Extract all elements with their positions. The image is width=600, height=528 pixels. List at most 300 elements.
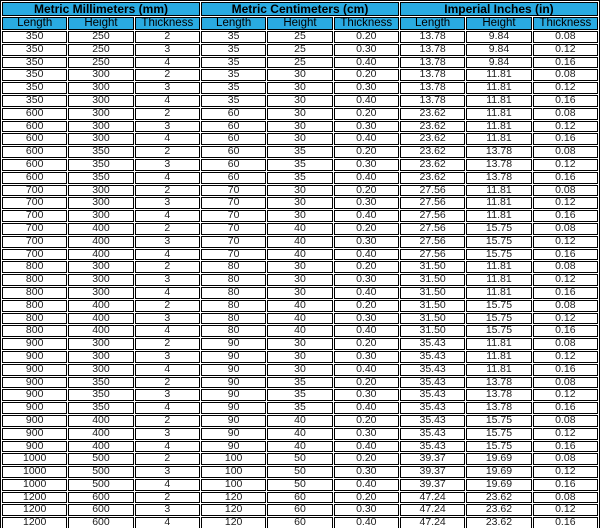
table-row <box>2 466 598 478</box>
cell: 0.12 <box>533 159 598 171</box>
cell: 120 <box>201 517 266 528</box>
cell: 0.20 <box>334 31 399 43</box>
cell: 1000 <box>2 466 67 478</box>
cell: 30 <box>267 121 332 133</box>
cell: 35.43 <box>400 428 465 440</box>
cell: 11.81 <box>466 69 531 81</box>
cell: 350 <box>2 82 67 94</box>
cell: 700 <box>2 249 67 261</box>
cell: 70 <box>201 210 266 222</box>
table-row <box>2 159 598 171</box>
cell: 25 <box>267 31 332 43</box>
cell: 250 <box>68 44 133 56</box>
cell: 27.56 <box>400 197 465 209</box>
cell: 25 <box>267 44 332 56</box>
cell: 50 <box>267 453 332 465</box>
cell: 0.20 <box>334 223 399 235</box>
cell: 35.43 <box>400 351 465 363</box>
cell: 90 <box>201 428 266 440</box>
cell: 400 <box>68 313 133 325</box>
cell: 300 <box>68 69 133 81</box>
cell: 350 <box>2 95 67 107</box>
cell: 11.81 <box>466 287 531 299</box>
cell: 40 <box>267 236 332 248</box>
cell: 0.40 <box>334 402 399 414</box>
cell: 800 <box>2 261 67 273</box>
cell: 60 <box>267 504 332 516</box>
cell: 11.81 <box>466 338 531 350</box>
cell: 0.40 <box>334 249 399 261</box>
cell: 23.62 <box>400 121 465 133</box>
table-row <box>2 146 598 158</box>
cell: 0.12 <box>533 82 598 94</box>
cell: 3 <box>135 466 200 478</box>
cell: 300 <box>68 351 133 363</box>
cell: 11.81 <box>466 210 531 222</box>
cell: 300 <box>68 95 133 107</box>
cell: 0.12 <box>533 313 598 325</box>
cell: 0.30 <box>334 197 399 209</box>
cell: 39.37 <box>400 453 465 465</box>
cell: 30 <box>267 108 332 120</box>
cell: 350 <box>68 389 133 401</box>
cell: 0.20 <box>334 185 399 197</box>
cell: 600 <box>2 121 67 133</box>
cell: 400 <box>68 428 133 440</box>
cell: 1000 <box>2 479 67 491</box>
cell: 900 <box>2 415 67 427</box>
cell: 0.20 <box>334 377 399 389</box>
cell: 35 <box>201 69 266 81</box>
cell: 2 <box>135 146 200 158</box>
table-row <box>2 95 598 107</box>
cell: 0.40 <box>334 57 399 69</box>
table-row <box>2 415 598 427</box>
cell: 27.56 <box>400 223 465 235</box>
cell: 60 <box>201 146 266 158</box>
cell: 70 <box>201 197 266 209</box>
cell: 13.78 <box>400 57 465 69</box>
cell: 13.78 <box>466 389 531 401</box>
cell: 15.75 <box>466 249 531 261</box>
cell: 0.16 <box>533 249 598 261</box>
cell: 0.12 <box>533 351 598 363</box>
cell: 15.75 <box>466 428 531 440</box>
cell: 700 <box>2 223 67 235</box>
cell: 600 <box>2 159 67 171</box>
cell: 4 <box>135 402 200 414</box>
table-row <box>2 517 598 528</box>
section-title-metric-centimeters: Metric Centimeters (cm) <box>201 2 399 16</box>
table-row <box>2 351 598 363</box>
cell: 11.81 <box>466 82 531 94</box>
cell: 35.43 <box>400 338 465 350</box>
cell: 300 <box>68 121 133 133</box>
cell: 300 <box>68 364 133 376</box>
cell: 0.08 <box>533 69 598 81</box>
cell: 700 <box>2 185 67 197</box>
cell: 80 <box>201 300 266 312</box>
cell: 31.50 <box>400 325 465 337</box>
cell: 27.56 <box>400 249 465 261</box>
table-row <box>2 172 598 184</box>
cell: 35 <box>201 57 266 69</box>
cell: 30 <box>267 95 332 107</box>
cell: 0.12 <box>533 504 598 516</box>
cell: 300 <box>68 210 133 222</box>
cell: 39.37 <box>400 479 465 491</box>
cell: 4 <box>135 133 200 145</box>
cell: 2 <box>135 415 200 427</box>
cell: 400 <box>68 223 133 235</box>
cell: 300 <box>68 274 133 286</box>
cell: 800 <box>2 274 67 286</box>
table-row <box>2 57 598 69</box>
cell: 35.43 <box>400 377 465 389</box>
table-row <box>2 223 598 235</box>
cell: 3 <box>135 504 200 516</box>
cell: 60 <box>267 492 332 504</box>
cell: 250 <box>68 57 133 69</box>
cell: 11.81 <box>466 197 531 209</box>
cell: 400 <box>68 325 133 337</box>
cell: 35 <box>267 159 332 171</box>
cell: 2 <box>135 492 200 504</box>
cell: 70 <box>201 223 266 235</box>
cell: 35 <box>201 82 266 94</box>
cell: 120 <box>201 504 266 516</box>
cell: 800 <box>2 313 67 325</box>
cell: 23.62 <box>400 146 465 158</box>
cell: 40 <box>267 249 332 261</box>
table-row <box>2 31 598 43</box>
table-row <box>2 479 598 491</box>
table-row <box>2 44 598 56</box>
cell: 35 <box>267 389 332 401</box>
cell: 300 <box>68 82 133 94</box>
cell: 0.30 <box>334 274 399 286</box>
cell: 100 <box>201 479 266 491</box>
table-row <box>2 185 598 197</box>
cell: 700 <box>2 236 67 248</box>
cell: 4 <box>135 210 200 222</box>
cell: 0.20 <box>334 415 399 427</box>
cell: 900 <box>2 364 67 376</box>
cell: 90 <box>201 351 266 363</box>
cell: 0.08 <box>533 453 598 465</box>
cell: 23.62 <box>466 492 531 504</box>
cell: 60 <box>201 108 266 120</box>
column-header-cm-height: Height <box>267 17 332 30</box>
cell: 0.16 <box>533 133 598 145</box>
cell: 40 <box>267 441 332 453</box>
table-row <box>2 300 598 312</box>
table-row <box>2 82 598 94</box>
cell: 900 <box>2 351 67 363</box>
table-body <box>2 31 598 528</box>
cell: 0.30 <box>334 313 399 325</box>
table-row <box>2 210 598 222</box>
cell: 0.30 <box>334 466 399 478</box>
cell: 0.40 <box>334 172 399 184</box>
cell: 120 <box>201 492 266 504</box>
cell: 500 <box>68 479 133 491</box>
cell: 23.62 <box>400 108 465 120</box>
cell: 4 <box>135 57 200 69</box>
cell: 40 <box>267 313 332 325</box>
cell: 11.81 <box>466 121 531 133</box>
cell: 800 <box>2 300 67 312</box>
cell: 11.81 <box>466 108 531 120</box>
cell: 4 <box>135 287 200 299</box>
cell: 11.81 <box>466 133 531 145</box>
table-row <box>2 197 598 209</box>
cell: 0.08 <box>533 108 598 120</box>
cell: 600 <box>2 108 67 120</box>
cell: 2 <box>135 338 200 350</box>
cell: 13.78 <box>400 82 465 94</box>
cell: 0.30 <box>334 389 399 401</box>
column-header-in-length: Length <box>400 17 465 30</box>
cell: 13.78 <box>400 95 465 107</box>
cell: 35.43 <box>400 415 465 427</box>
cell: 90 <box>201 338 266 350</box>
cell: 350 <box>68 159 133 171</box>
cell: 47.24 <box>400 504 465 516</box>
cell: 3 <box>135 313 200 325</box>
cell: 350 <box>68 146 133 158</box>
cell: 3 <box>135 428 200 440</box>
cell: 0.16 <box>533 57 598 69</box>
cell: 30 <box>267 274 332 286</box>
cell: 50 <box>267 466 332 478</box>
cell: 100 <box>201 453 266 465</box>
cell: 30 <box>267 82 332 94</box>
cell: 2 <box>135 223 200 235</box>
cell: 30 <box>267 338 332 350</box>
cell: 35 <box>267 377 332 389</box>
cell: 35 <box>201 95 266 107</box>
cell: 23.62 <box>466 517 531 528</box>
cell: 0.20 <box>334 69 399 81</box>
cell: 0.12 <box>533 121 598 133</box>
cell: 2 <box>135 108 200 120</box>
cell: 11.81 <box>466 261 531 273</box>
cell: 2 <box>135 31 200 43</box>
cell: 300 <box>68 108 133 120</box>
table-header <box>2 2 598 30</box>
cell: 35.43 <box>400 389 465 401</box>
cell: 0.12 <box>533 236 598 248</box>
cell: 0.16 <box>533 172 598 184</box>
cell: 3 <box>135 121 200 133</box>
cell: 0.12 <box>533 197 598 209</box>
cell: 80 <box>201 325 266 337</box>
cell: 11.81 <box>466 351 531 363</box>
table-row <box>2 389 598 401</box>
cell: 70 <box>201 185 266 197</box>
cell: 0.30 <box>334 428 399 440</box>
cell: 31.50 <box>400 261 465 273</box>
section-title-imperial-inches: Imperial Inches (in) <box>400 2 598 16</box>
cell: 2 <box>135 185 200 197</box>
group-header-row <box>2 2 598 16</box>
cell: 500 <box>68 453 133 465</box>
cell: 4 <box>135 517 200 528</box>
cell: 0.16 <box>533 364 598 376</box>
cell: 27.56 <box>400 236 465 248</box>
cell: 35 <box>267 402 332 414</box>
cell: 0.20 <box>334 492 399 504</box>
cell: 19.69 <box>466 466 531 478</box>
table-row <box>2 364 598 376</box>
cell: 11.81 <box>466 95 531 107</box>
cell: 30 <box>267 197 332 209</box>
cell: 30 <box>267 351 332 363</box>
table-row <box>2 249 598 261</box>
table-row <box>2 236 598 248</box>
cell: 0.20 <box>334 261 399 273</box>
cell: 300 <box>68 338 133 350</box>
cell: 70 <box>201 249 266 261</box>
cell: 0.20 <box>334 453 399 465</box>
cell: 31.50 <box>400 274 465 286</box>
cell: 80 <box>201 274 266 286</box>
cell: 600 <box>2 172 67 184</box>
cell: 0.16 <box>533 441 598 453</box>
cell: 80 <box>201 287 266 299</box>
cell: 25 <box>267 57 332 69</box>
cell: 40 <box>267 428 332 440</box>
table-row <box>2 402 598 414</box>
cell: 600 <box>68 517 133 528</box>
table-row <box>2 108 598 120</box>
cell: 900 <box>2 428 67 440</box>
cell: 400 <box>68 236 133 248</box>
cell: 27.56 <box>400 210 465 222</box>
cell: 15.75 <box>466 300 531 312</box>
cell: 0.16 <box>533 402 598 414</box>
cell: 50 <box>267 479 332 491</box>
cell: 1200 <box>2 504 67 516</box>
cell: 15.75 <box>466 313 531 325</box>
table-row <box>2 453 598 465</box>
cell: 4 <box>135 441 200 453</box>
cell: 0.20 <box>334 300 399 312</box>
cell: 0.30 <box>334 351 399 363</box>
table-row <box>2 261 598 273</box>
cell: 0.30 <box>334 82 399 94</box>
cell: 0.08 <box>533 261 598 273</box>
cell: 900 <box>2 389 67 401</box>
cell: 0.16 <box>533 95 598 107</box>
column-header-in-height: Height <box>466 17 531 30</box>
cell: 300 <box>68 197 133 209</box>
cell: 0.16 <box>533 479 598 491</box>
cell: 0.20 <box>334 338 399 350</box>
column-header-cm-length: Length <box>201 17 266 30</box>
cell: 0.20 <box>334 146 399 158</box>
cell: 0.08 <box>533 338 598 350</box>
cell: 0.40 <box>334 364 399 376</box>
cell: 0.30 <box>334 159 399 171</box>
cell: 0.40 <box>334 210 399 222</box>
cell: 23.62 <box>466 504 531 516</box>
cell: 500 <box>68 466 133 478</box>
cell: 11.81 <box>466 274 531 286</box>
cell: 4 <box>135 95 200 107</box>
cell: 11.81 <box>466 364 531 376</box>
cell: 0.12 <box>533 428 598 440</box>
cell: 30 <box>267 364 332 376</box>
section-title-metric-millimeters: Metric Millimeters (mm) <box>2 2 200 16</box>
cell: 0.16 <box>533 517 598 528</box>
cell: 0.30 <box>334 44 399 56</box>
cell: 2 <box>135 377 200 389</box>
cell: 2 <box>135 300 200 312</box>
table-row <box>2 274 598 286</box>
cell: 2 <box>135 69 200 81</box>
cell: 3 <box>135 236 200 248</box>
cell: 900 <box>2 338 67 350</box>
cell: 3 <box>135 274 200 286</box>
cell: 250 <box>68 31 133 43</box>
cell: 23.62 <box>400 159 465 171</box>
cell: 0.40 <box>334 325 399 337</box>
table-row <box>2 121 598 133</box>
table-row <box>2 428 598 440</box>
cell: 31.50 <box>400 300 465 312</box>
cell: 400 <box>68 300 133 312</box>
cell: 30 <box>267 185 332 197</box>
cell: 90 <box>201 402 266 414</box>
cell: 3 <box>135 44 200 56</box>
cell: 47.24 <box>400 492 465 504</box>
cell: 30 <box>267 287 332 299</box>
cell: 35.43 <box>400 402 465 414</box>
cell: 0.12 <box>533 44 598 56</box>
cell: 15.75 <box>466 236 531 248</box>
cell: 23.62 <box>400 172 465 184</box>
cell: 3 <box>135 389 200 401</box>
cell: 60 <box>201 159 266 171</box>
cell: 600 <box>2 146 67 158</box>
cell: 40 <box>267 415 332 427</box>
cell: 9.84 <box>466 44 531 56</box>
cell: 40 <box>267 325 332 337</box>
cell: 30 <box>267 69 332 81</box>
cell: 900 <box>2 441 67 453</box>
cell: 80 <box>201 313 266 325</box>
cell: 30 <box>267 133 332 145</box>
cell: 350 <box>68 402 133 414</box>
cell: 27.56 <box>400 185 465 197</box>
cell: 35 <box>201 44 266 56</box>
cell: 350 <box>2 44 67 56</box>
cell: 0.40 <box>334 479 399 491</box>
cell: 13.78 <box>466 172 531 184</box>
cell: 30 <box>267 210 332 222</box>
cell: 31.50 <box>400 287 465 299</box>
cell: 13.78 <box>400 69 465 81</box>
table-row <box>2 69 598 81</box>
cell: 15.75 <box>466 441 531 453</box>
column-header-row <box>2 17 598 30</box>
cell: 0.40 <box>334 517 399 528</box>
cell: 100 <box>201 466 266 478</box>
cell: 90 <box>201 415 266 427</box>
cell: 0.16 <box>533 287 598 299</box>
